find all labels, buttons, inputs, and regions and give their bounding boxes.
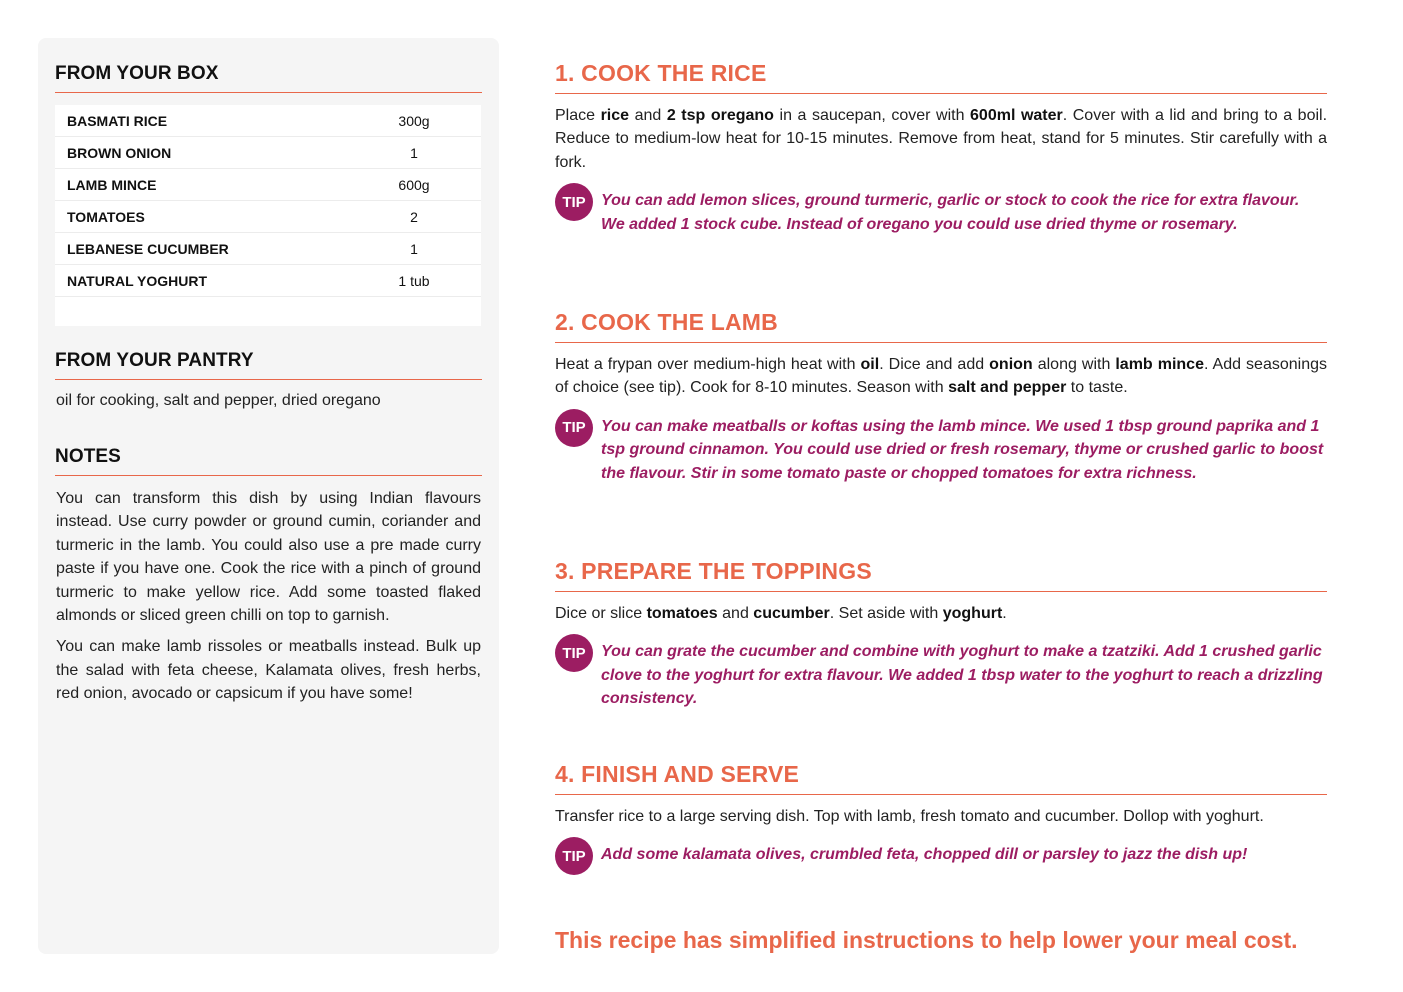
ingredients-table <box>55 105 481 326</box>
step-body: Heat a frypan over medium-high heat with oil. Dice and add onion along with lamb mince. Add seasonings of choice (see tip). Cook for 8-10 minutes. Season with salt and pepper to taste. <box>555 356 1327 397</box>
step-body: Dice or slice tomatoes and cucumber. Set aside with yoghurt. <box>555 605 1007 622</box>
table-row <box>55 233 481 265</box>
tip-badge: TIP <box>555 634 593 672</box>
notes <box>56 487 481 714</box>
tip <box>555 843 1327 881</box>
ingredient-name: LEBANESE CUCUMBER <box>67 240 229 257</box>
tip-text: Add some kalamata olives, crumbled feta, chopped dill or parsley to jazz the dish up! <box>601 846 1248 864</box>
notes-title: NOTES <box>55 446 482 476</box>
step-title: 2. COOK THE LAMB <box>555 309 1327 343</box>
tip <box>555 415 1327 485</box>
pantry-text: oil for cooking, salt and pepper, dried oregano <box>56 392 381 409</box>
table-row <box>55 265 481 297</box>
sidebar <box>38 38 499 954</box>
tip-badge: TIP <box>555 409 593 447</box>
step-title: 3. PREPARE THE TOPPINGS <box>555 558 1327 592</box>
pantry-title: FROM YOUR PANTRY <box>55 350 482 380</box>
box-title: FROM YOUR BOX <box>55 63 482 93</box>
ingredient-name: BASMATI RICE <box>67 112 168 129</box>
ingredient-name: LAMB MINCE <box>67 176 157 193</box>
tip <box>555 189 1327 236</box>
ingredient-qty: 1 <box>410 144 418 161</box>
tip-badge: TIP <box>555 837 593 875</box>
step-4 <box>555 761 1327 881</box>
step-body: Transfer rice to a large serving dish. Top with lamb, fresh tomato and cucumber. Dollop with yoghurt. <box>555 808 1264 825</box>
tip-text: You can add lemon slices, ground turmeric, garlic or stock to cook the rice for extra flavour. We added 1 stock cube. Instead of oregano you could use dried thyme or rosemary. <box>601 192 1300 233</box>
tip-badge: TIP <box>555 183 593 221</box>
step-title: 4. FINISH AND SERVE <box>555 761 1327 795</box>
tip <box>555 640 1327 710</box>
step-3 <box>555 558 1327 711</box>
step-title: 1. COOK THE RICE <box>555 60 1327 94</box>
ingredient-qty: 300g <box>398 112 430 129</box>
ingredient-name: BROWN ONION <box>67 144 172 161</box>
step-body: Place rice and 2 tsp oregano in a saucepan, cover with 600ml water. Cover with a lid and bring to a boil. Reduce to medium-low heat for 10-15 minutes. Remove from heat, stand for 5 minutes. Stir carefully with a fork. <box>555 107 1328 171</box>
table-row <box>55 137 481 169</box>
tip-text: You can make meatballs or koftas using the lamb mince. We used 1 tbsp ground paprika and 1 tsp ground cinnamon. You could use dried or fresh rosemary, thyme or crushed garlic to boost the flavour. Stir in some tomato paste or chopped tomatoes for extra richness. <box>601 417 1324 482</box>
step-1 <box>555 60 1327 236</box>
notes-paragraph: You can transform this dish by using Indian flavours instead. Use curry powder or ground cumin, coriander and turmeric in the lamb. You could also use a pre made curry paste if you have one. Cook the rice with a pinch of ground turmeric to make yellow rice. Add some toasted flaked almonds or sliced green chilli on top to garnish. <box>56 490 481 625</box>
footer-note: This recipe has simplified instructions to help lower your meal cost. <box>555 927 1298 953</box>
table-row <box>55 105 481 137</box>
ingredient-qty: 600g <box>398 176 430 193</box>
ingredient-name: NATURAL YOGHURT <box>67 272 207 289</box>
table-row <box>55 201 481 233</box>
step-2 <box>555 309 1327 485</box>
tip-text: You can grate the cucumber and combine with yoghurt to make a tzatziki. Add 1 crushed garlic clove to the yoghurt for extra flavour. We added 1 tbsp water to the yoghurt to reach a drizzling consistency. <box>601 643 1323 708</box>
table-row <box>55 169 481 201</box>
notes-paragraph: You can make lamb rissoles or meatballs instead. Bulk up the salad with feta cheese, Kalamata olives, fresh herbs, red onion, avocado or capsicum if you have some! <box>56 638 481 703</box>
ingredient-qty: 2 <box>410 208 418 225</box>
ingredient-qty: 1 <box>410 240 418 257</box>
ingredient-qty: 1 tub <box>398 272 430 289</box>
ingredient-name: TOMATOES <box>67 208 145 225</box>
